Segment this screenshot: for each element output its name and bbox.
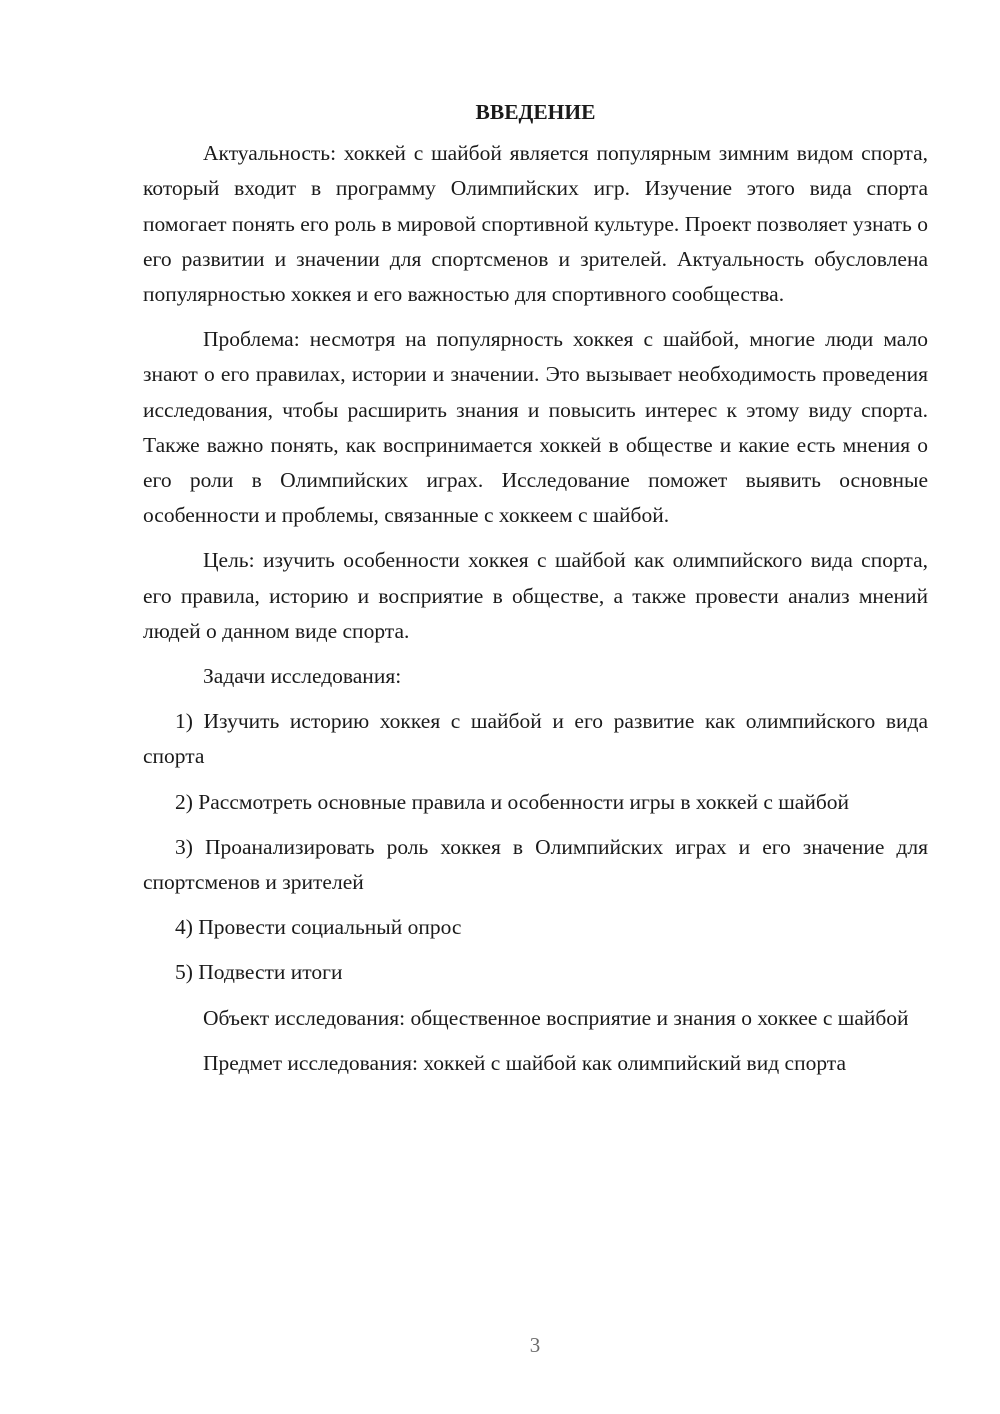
section-title: ВВЕДЕНИЕ <box>475 100 596 124</box>
document-page <box>143 95 928 1091</box>
tasks-heading: Задачи исследования: <box>203 664 402 689</box>
task-item-4: 4) Провести социальный опрос <box>175 915 462 940</box>
problem-paragraph: Проблема: несмотря на популярность хоккея с шайбой, многие люди мало знают о его правилах, истории и значении. Это вызывает необходимость проведения исследования, чтобы расширить знания и повысить интерес к этому виду спорта. Также важно понять, как воспринимается хоккей в обществе и какие есть мнения о его роли в Олимпийских играх. Исследование поможет выявить основные особенности и проблемы, связанные с хоккеем с шайбой. <box>143 327 928 528</box>
task-item-3: 3) Проанализировать роль хоккея в Олимпийских играх и его значение для спортсменов и зрителей <box>143 834 928 895</box>
page-number: 3 <box>529 1333 541 1357</box>
task-item-5: 5) Подвести итоги <box>175 960 343 985</box>
subject-paragraph: Предмет исследования: хоккей с шайбой как олимпийский вид спорта <box>203 1050 846 1075</box>
goal-paragraph: Цель: изучить особенности хоккея с шайбой как олимпийского вида спорта, его правила, историю и восприятие в обществе, а также провести анализ мнений людей о данном виде спорта. <box>143 548 928 643</box>
task-item-2: 2) Рассмотреть основные правила и особенности игры в хоккей с шайбой <box>175 789 850 814</box>
relevance-paragraph: Актуальность: хоккей с шайбой является популярным зимним видом спорта, который входит в программу Олимпийских игр. Изучение этого вида спорта помогает понять его роль в мировой спортивной культуре. Проект позволяет узнать о его развитии и значении для спортсменов и зрителей. Актуальность обусловлена популярностью хоккея и его важностью для спортивного сообщества. <box>143 141 928 307</box>
task-item-1: 1) Изучить историю хоккея с шайбой и его развитие как олимпийского вида спорта <box>143 709 928 769</box>
object-paragraph: Объект исследования: общественное восприятие и знания о хоккее с шайбой <box>203 1005 909 1030</box>
